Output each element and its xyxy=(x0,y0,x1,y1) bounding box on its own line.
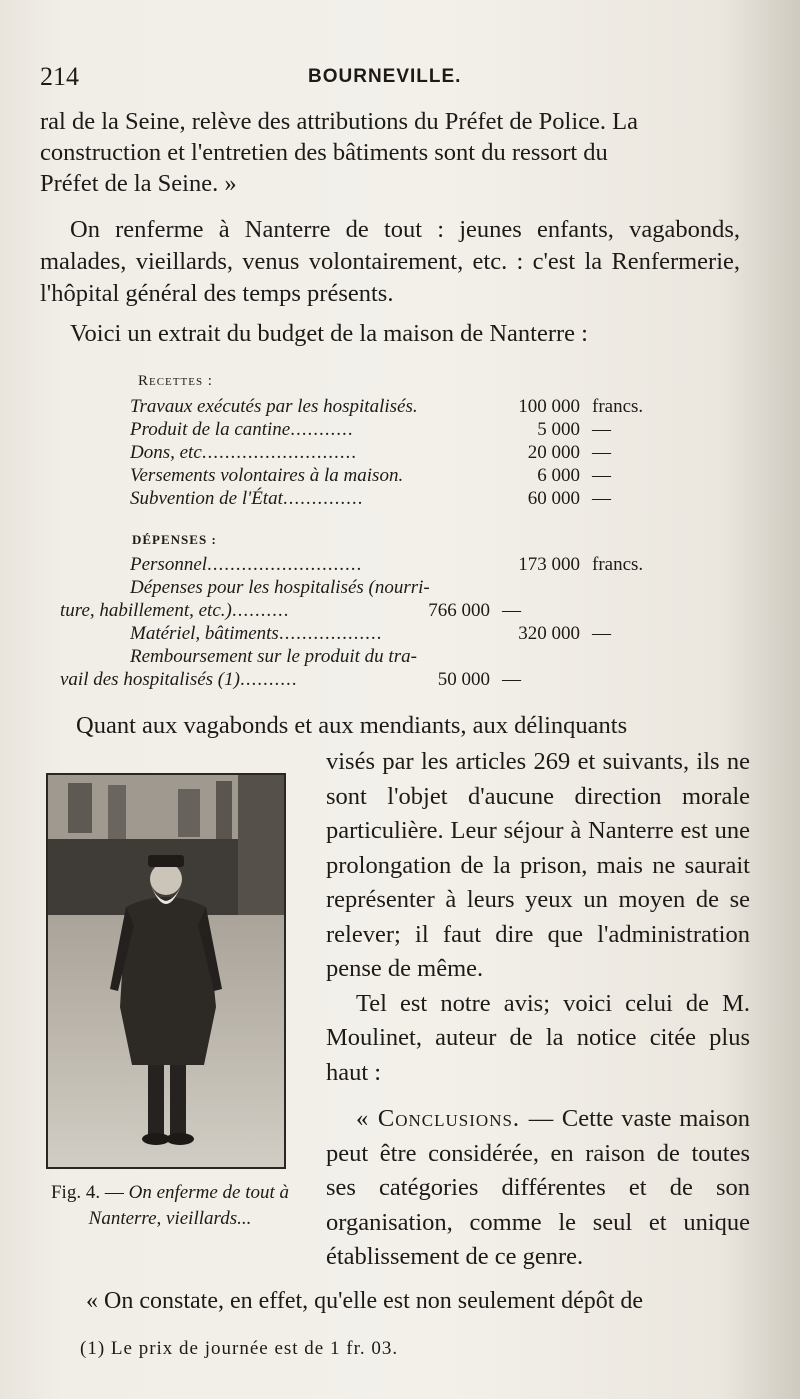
paragraph-renfermerie xyxy=(40,214,740,310)
budget-row xyxy=(40,599,740,622)
budget-item-amount: 173 000 xyxy=(518,554,580,575)
figure-caption-text: On enferme de tout à Nanterre, vieillards... xyxy=(88,1182,289,1229)
budget-row xyxy=(40,553,740,576)
budget-item-text: Produit de la cantine xyxy=(130,419,291,440)
old-man-photo xyxy=(48,775,284,1167)
budget-row xyxy=(40,576,740,599)
intro-line: construction et l'entretien des bâtiments sont du ressort du xyxy=(40,139,608,166)
budget-item-text: vail des hospitalisés (1) xyxy=(60,669,240,690)
leader-dots: ........................... xyxy=(201,442,358,463)
budget-item-label xyxy=(130,395,490,418)
leader-dots: ........... xyxy=(290,419,354,440)
budget-recettes xyxy=(40,370,740,510)
budget-item-unit: francs. xyxy=(592,396,644,417)
budget-item-amount: 320 000 xyxy=(518,623,580,644)
budget-item-text: Matériel, bâtiments xyxy=(130,623,279,644)
budget-item-amount: 5 000 xyxy=(537,419,580,440)
paragraph-constate-line: « On constate, en effet, qu'elle est non seulement dépôt de xyxy=(86,1288,644,1314)
leader-dots: .............. xyxy=(282,488,364,509)
budget-item-label xyxy=(130,553,490,576)
budget-item-text: Personnel xyxy=(130,554,208,575)
conclusions-text: Cette vaste maison peut être considérée, en raison de toutes ses catégories différentes et de son organisation, comme le seul et unique établissement de ce genre. xyxy=(326,1105,750,1270)
budget-item-label xyxy=(130,487,490,510)
budget-row xyxy=(40,441,740,464)
page-number: 214 xyxy=(40,62,79,91)
budget-row xyxy=(40,418,740,441)
paragraph-text: On renferme à Nanterre de tout : jeunes enfants, vagabonds, malades, vieillards, venus volontairement, etc. : c'est la Renfermerie, l'hôpital général des temps présents. xyxy=(40,216,740,307)
budget-item-label xyxy=(60,599,400,622)
budget-item-text: ture, habillement, etc.) xyxy=(60,600,232,621)
budget-row xyxy=(40,645,740,668)
budget-item-unit: — xyxy=(592,419,611,440)
budget-item-amount: 20 000 xyxy=(527,442,580,463)
budget-item-text: Dons, etc xyxy=(130,442,202,463)
budget-item-amount: 6 000 xyxy=(537,465,580,486)
paragraph-budget-intro xyxy=(40,318,740,350)
budget-item-label xyxy=(60,668,400,691)
paragraph-text: Voici un extrait du budget de la maison de Nanterre : xyxy=(70,320,588,347)
footnote: (1) Le prix de journée est de 1 fr. 03. xyxy=(80,1338,399,1359)
budget-item-text: Subvention de l'État xyxy=(130,488,283,509)
depenses-title: DÉPENSES : xyxy=(132,532,217,547)
conclusions-head: « Conclusions. — xyxy=(356,1105,555,1132)
leader-dots: ........................... xyxy=(207,554,363,575)
budget-item-text: Travaux exécutés par les hospitalisés. xyxy=(130,396,418,417)
intro-line: Préfet de la Seine. » xyxy=(40,170,237,197)
budget-item-label xyxy=(130,622,490,645)
figure-caption xyxy=(40,1180,300,1232)
budget-item-text: Dépenses pour les hospitalisés (nourri- xyxy=(130,577,430,598)
budget-item-amount: 50 000 xyxy=(437,669,490,690)
budget-item-text: Remboursement sur le produit du tra- xyxy=(130,646,417,667)
paragraph-vagabonds-first-line xyxy=(76,710,746,742)
budget-item-amount: 100 000 xyxy=(518,396,580,417)
budget-item-unit: — xyxy=(502,669,521,690)
budget-depenses xyxy=(40,528,740,691)
budget-item-amount: 766 000 xyxy=(428,600,490,621)
budget-row xyxy=(40,487,740,510)
budget-item-unit: francs. xyxy=(592,554,644,575)
leader-dots: .................. xyxy=(278,623,383,644)
budget-item-unit: — xyxy=(502,600,521,621)
budget-item-label xyxy=(130,441,490,464)
budget-item-unit: — xyxy=(592,465,611,486)
budget-item-label xyxy=(130,645,490,668)
leader-dots: .......... xyxy=(231,600,290,621)
budget-item-label xyxy=(130,464,490,487)
column-text xyxy=(326,745,750,1275)
budget-item-text: Versements volontaires à la maison. xyxy=(130,465,404,486)
budget-row xyxy=(40,668,740,691)
intro-line: ral de la Seine, relève des attributions du Préfet de Police. La xyxy=(40,108,639,135)
column-paragraph: visés par les articles 269 et suivants, ils ne sont l'objet d'aucune direction morale particulière. Leur séjour à Nanterre est une prolongation de la prison, mais ne saurait représenter à leurs yeux un moyen de se relever; il faut dire que l'administration pense de même. xyxy=(326,748,750,982)
recettes-title: Recettes : xyxy=(138,373,213,389)
budget-item-amount: 60 000 xyxy=(527,488,580,509)
budget-row xyxy=(40,622,740,645)
conclusions-paragraph xyxy=(326,1102,750,1275)
paragraph-text: Quant aux vagabonds et aux mendiants, aux délinquants xyxy=(76,712,628,739)
page-header xyxy=(40,62,740,96)
budget-row xyxy=(40,464,740,487)
budget-item-unit: — xyxy=(592,442,611,463)
figure-photo xyxy=(46,773,286,1169)
running-head: BOURNEVILLE. xyxy=(308,66,462,87)
budget-item-label xyxy=(130,576,490,599)
figure-label: Fig. 4. — xyxy=(50,1182,124,1203)
budget-row xyxy=(40,395,740,418)
budget-item-unit: — xyxy=(592,623,611,644)
budget-item-unit: — xyxy=(592,488,611,509)
leader-dots: .......... xyxy=(239,669,298,690)
budget-item-label xyxy=(130,418,490,441)
intro-paragraph xyxy=(40,106,740,199)
column-paragraph: Tel est notre avis; voici celui de M. Moulinet, auteur de la notice citée plus haut : xyxy=(326,989,750,1086)
